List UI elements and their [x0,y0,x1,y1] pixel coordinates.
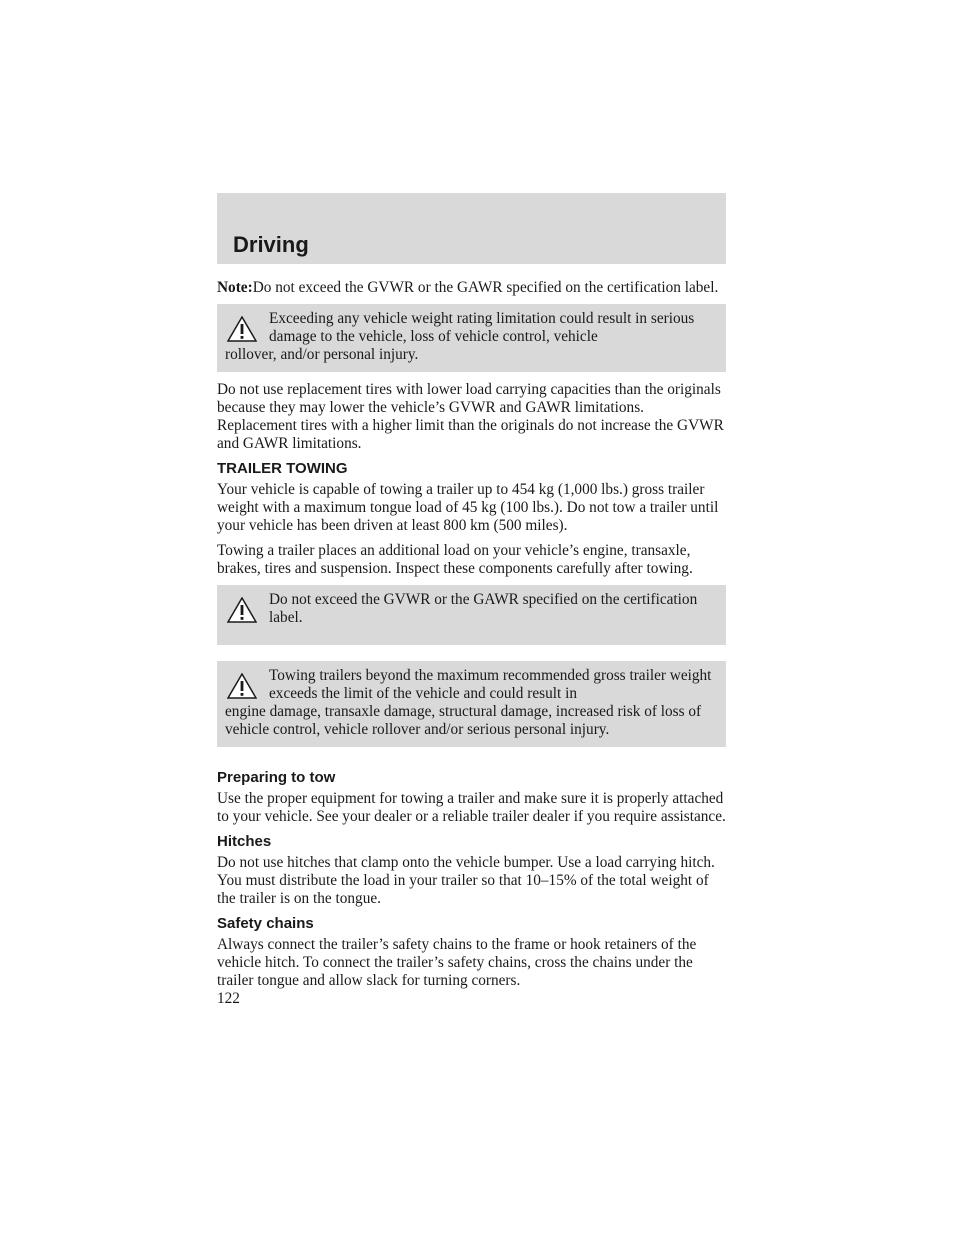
warning-text: Do not exceed the GVWR or the GAWR specified on the certification label. [269,591,698,626]
warning-triangle-icon [227,597,257,623]
trailer-capacity-paragraph: Your vehicle is capable of towing a trailer up to 454 kg (1,000 lbs.) gross trailer weight with a maximum tongue load of 45 kg (100 lbs.). Do not tow a trailer until your vehicle has been driven at least 800 km (500 miles). [217,481,719,534]
warning-triangle-icon [227,316,257,342]
subsection-heading-safety-chains: Safety chains [217,915,314,932]
safety-chains-paragraph: Always connect the trailer’s safety chains to the frame or hook retainers of the vehicle hitch. To connect the trailer’s safety chains, cross the chains under the trailer tongue and allow slack for turning corners. [217,936,697,989]
subsection-heading-hitches: Hitches [217,833,272,850]
page-content [217,279,726,997]
note-text: Do not exceed the GVWR or the GAWR specified on the certification label. [252,279,719,296]
warning-text-wrap: engine damage, transaxle damage, structural damage, increased risk of loss of vehicle control, vehicle rollover and/or serious personal injury. [225,703,702,738]
warning-box-weight-rating [217,304,726,372]
warning-text-wrap: rollover, and/or personal injury. [225,346,419,363]
note-label: Note: [217,279,253,296]
warning-box-gvwr [217,585,726,645]
warning-triangle-icon [227,673,257,699]
hitches-paragraph: Do not use hitches that clamp onto the vehicle bumper. Use a load carrying hitch. You must distribute the load in your trailer so that 10–15% of the total weight of the trailer is on the tongue. [217,854,715,907]
warning-text: Towing trailers beyond the maximum recommended gross trailer weight exceeds the limit of the vehicle and could result in [269,667,712,702]
note-paragraph [217,279,726,297]
warning-box-towing-limits [217,661,726,747]
warning-text: Exceeding any vehicle weight rating limitation could result in serious damage to the vehicle, loss of vehicle control, vehicle [269,310,695,345]
chapter-title: Driving [233,232,309,257]
chapter-header-band [217,193,726,264]
page-number: 122 [217,990,240,1007]
subsection-heading-preparing: Preparing to tow [217,769,336,786]
section-heading-trailer-towing: TRAILER TOWING [217,460,348,477]
trailer-load-paragraph: Towing a trailer places an additional load on your vehicle’s engine, transaxle, brakes, tires and suspension. Inspect these components carefully after towing. [217,542,693,577]
tires-paragraph: Do not use replacement tires with lower load carrying capacities than the originals because they may lower the vehicle’s GVWR and GAWR limitations. Replacement tires with a higher limit than the originals do not increase the GVWR and GAWR limitations. [217,381,724,452]
preparing-paragraph: Use the proper equipment for towing a trailer and make sure it is properly attached to your vehicle. See your dealer or a reliable trailer dealer if you require assistance. [217,790,726,825]
